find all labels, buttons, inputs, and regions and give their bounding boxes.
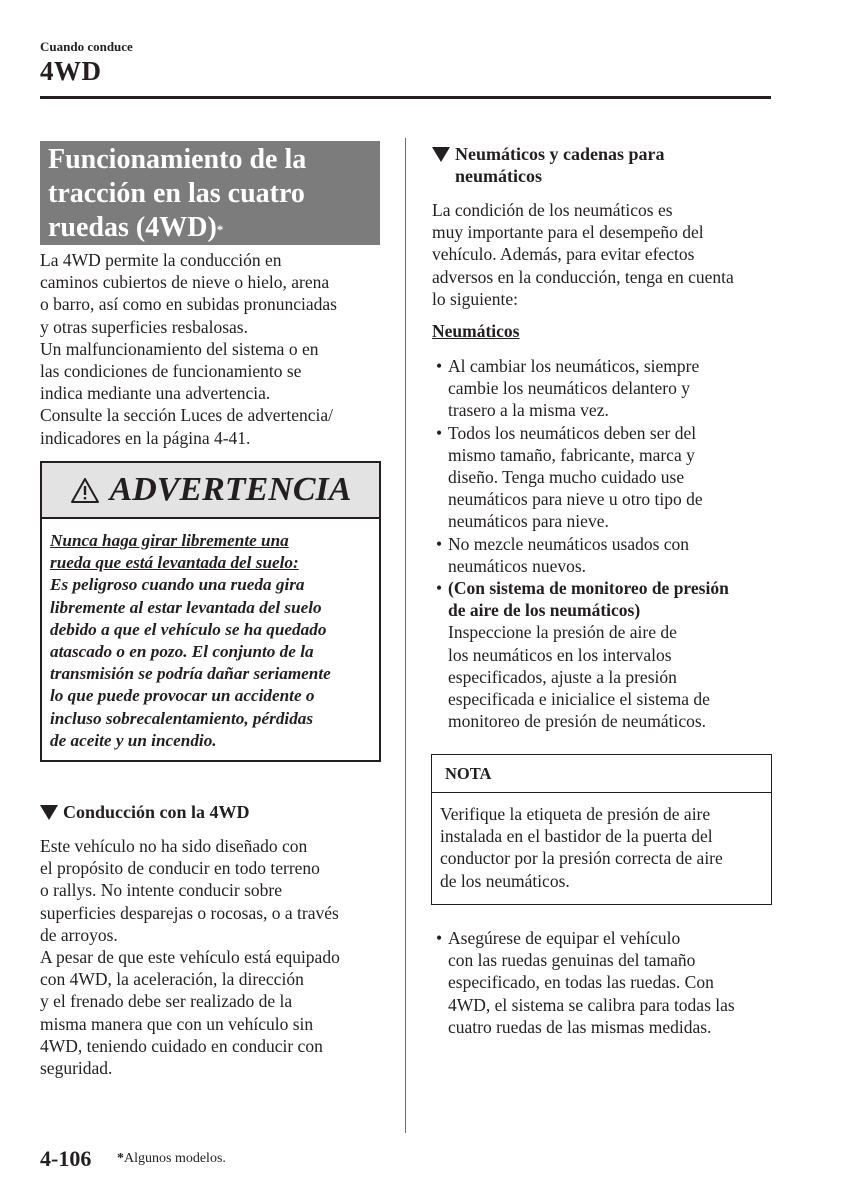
neumaticos-paragraph [432,199,777,310]
text-line: y el frenado debe ser realizado de la [40,991,293,1012]
bullet-dot: • [436,356,443,376]
text-line: Es peligroso cuando una rueda gira [50,575,305,595]
warning-triangle-icon [70,477,100,504]
text-line: neumáticos nuevos. [448,555,587,576]
text-line: indicadores en la página 4-41. [40,427,251,448]
note-box [431,754,772,905]
text-line: Todos los neumáticos deben ser del [448,422,697,443]
text-line: adversos en la conducción, tenga en cuenta [432,266,734,287]
heading-text [455,143,665,187]
note-body [432,793,771,892]
text-line: trasero a la misma vez. [448,400,609,421]
breadcrumb: Cuando conduce [40,39,133,54]
text-line: diseño. Tenga mucho cuidado use [448,467,685,488]
text-line: monitoreo de presión de neumáticos. [448,711,707,732]
warning-lead: Nunca haga girar libremente una [50,531,289,550]
list-item [436,927,776,1038]
text-line: especificado, en todas las ruedas. Con [448,972,714,993]
bullet-dot: • [436,533,443,554]
text-line: superficies desparejas o rocosas, o a través [40,902,339,923]
conduccion-paragraph [40,835,385,1079]
text-line: especificada e inicialice el sistema de [448,689,710,710]
down-triangle-icon [432,147,450,162]
section-title [40,141,380,245]
text-line: los neumáticos en los intervalos [448,644,672,665]
list-item [436,422,776,533]
warning-body [42,519,379,752]
bullet-dot: • [436,422,443,443]
text-line: de arroyos. [40,924,118,945]
text-line: incluso sobrecalentamiento, pérdidas [50,708,314,728]
text-line: las condiciones de funcionamiento se [40,361,302,382]
text-line: Verifique la etiqueta de presión de aire [440,804,711,824]
text-line: de aceite y un incendio. [50,730,217,750]
intro-paragraph [40,249,385,449]
section-title-line: tracción en las cuatro [48,178,305,209]
subsection-heading [432,143,772,187]
text-line: Este vehículo no ha sido diseñado con [40,836,308,856]
text-line: Al cambiar los neumáticos, siempre [448,356,700,376]
footnote-mark: * [117,1151,124,1166]
text-line: lo siguiente: [432,288,519,309]
heading-line: neumáticos [455,166,542,186]
footnote [117,1151,226,1167]
note-title: NOTA [432,755,771,793]
text-line: La condición de los neumáticos es [432,200,673,220]
text-line: y otras superficies resbalosas. [40,316,248,337]
bullet-dot: • [436,578,443,599]
list-item [436,533,776,577]
text-line: Un malfuncionamiento del sistema o en [40,338,319,359]
text-line: vehículo. Además, para evitar efectos [432,244,695,265]
page-title: 4WD [40,56,102,86]
text-line: lo que puede provocar un accidente o [50,686,315,706]
text-line: Asegúrese de equipar el vehículo [448,928,681,948]
heading-line: Neumáticos y cadenas para [455,144,665,164]
warning-lead: rueda que está levantada del suelo: [50,553,299,573]
text-line: 4WD, el sistema se calibra para todas las [448,994,735,1015]
text-line: Consulte la sección Luces de advertencia/ [40,405,334,426]
text-line: de los neumáticos. [440,870,570,891]
text-line: La 4WD permite la conducción en [40,250,282,270]
text-line: mismo tamaño, fabricante, marca y [448,444,695,465]
text-line: conductor por la presión correcta de aire [440,848,723,869]
text-line: neumáticos para nieve. [448,511,609,532]
text-line: transmisión se podría dañar seriamente [50,664,331,684]
neumaticos-label: Neumáticos [432,321,520,341]
header-rule [40,96,771,99]
heading-text: Conducción con la 4WD [63,802,250,822]
text-line: neumáticos para nieve u otro tipo de [448,489,703,510]
column-divider [405,138,406,1133]
text-line: (Con sistema de monitoreo de presión [448,578,729,599]
text-line: caminos cubiertos de nieve o hielo, arena [40,272,330,293]
section-title-line [48,211,372,245]
section-title-text: ruedas (4WD) [48,212,217,243]
bullet-list [436,355,776,732]
list-item [436,577,776,732]
footnote-text: Algunos modelos. [124,1151,226,1166]
text-line: cambie los neumáticos delantero y [448,378,691,399]
text-line: de aire de los neumáticos) [448,600,641,621]
down-triangle-icon [40,805,58,820]
warning-title: ADVERTENCIA [109,471,352,508]
text-line: especificados, ajuste a la presión [448,666,677,687]
text-line: instalada en el bastidor de la puerta del [440,826,713,847]
list-item [436,355,776,422]
text-line: A pesar de que este vehículo está equipado [40,947,340,968]
text-line: debido a que el vehículo se ha quedado [50,619,327,639]
bullet-list [436,927,776,1038]
text-line: indica mediante una advertencia. [40,383,271,404]
text-line: muy importante para el desempeño del [432,222,704,243]
text-line: con las ruedas genuinas del tamaño [448,950,696,971]
text-line: misma manera que con un vehículo sin [40,1013,314,1034]
text-line: libremente al estar levantada del suelo [50,597,322,617]
subsection-heading [40,801,380,823]
section-title-line: Funcionamiento de la [48,144,307,175]
text-line: cuatro ruedas de las mismas medidas. [448,1016,712,1037]
text-line: con 4WD, la aceleración, la dirección [40,969,304,990]
warning-header [42,463,379,519]
text-line: No mezcle neumáticos usados con [448,533,690,554]
text-line: Inspeccione la presión de aire de [448,622,677,643]
text-line: el propósito de conducir en todo terreno [40,858,320,879]
text-line: o barro, así como en subidas pronunciadas [40,294,337,315]
text-line: 4WD, teniendo cuidado en conducir con [40,1035,323,1056]
text-line: seguridad. [40,1058,113,1079]
bullet-dot: • [436,928,443,948]
footnote-mark: * [216,222,224,237]
warning-box [40,461,381,762]
page-number: 4-106 [40,1146,92,1171]
text-line: o rallys. No intente conducir sobre [40,880,283,901]
text-line: atascado o en pozo. El conjunto de la [50,642,314,662]
